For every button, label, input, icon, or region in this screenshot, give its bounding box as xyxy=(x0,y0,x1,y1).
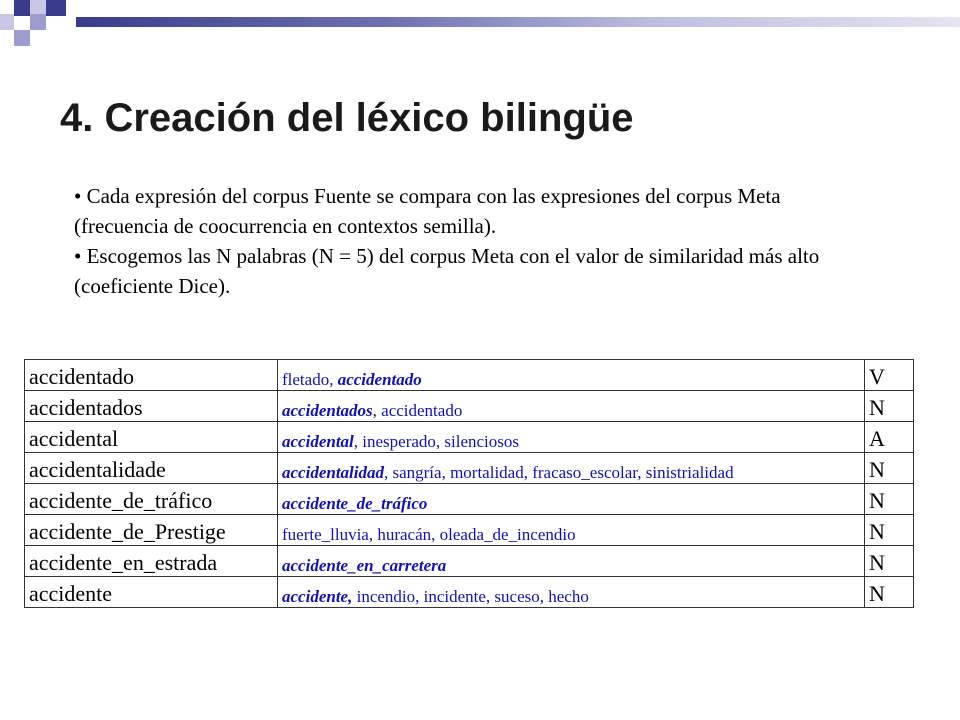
target-candidates-cell xyxy=(278,577,865,608)
table-row xyxy=(25,577,914,608)
table-row xyxy=(25,360,914,391)
best-match-term: accidente, xyxy=(282,587,353,606)
source-term-cell: accidentalidade xyxy=(25,453,278,484)
best-match-term: accidentado xyxy=(337,370,422,389)
category-cell: A xyxy=(865,422,914,453)
best-match-term: accidental xyxy=(282,432,354,451)
bilingual-lexicon-table xyxy=(24,359,914,608)
table-row xyxy=(25,546,914,577)
table-row xyxy=(25,422,914,453)
candidate-terms: fuerte_lluvia, huracán, oleada_de_incendio xyxy=(282,525,576,544)
category-cell: V xyxy=(865,360,914,391)
source-term-cell: accidentado xyxy=(25,360,278,391)
category-cell: N xyxy=(865,453,914,484)
bullet-item: • Escogemos las N palabras (N = 5) del corpus Meta con el valor de similaridad más alto (coeficiente Dice). xyxy=(74,244,820,298)
target-candidates-cell xyxy=(278,360,865,391)
candidate-terms: , sangría, mortalidad, fracaso_escolar, sinistrialidad xyxy=(383,463,734,482)
best-match-term: accidentalidad xyxy=(282,463,384,482)
candidate-terms: incendio, incidente, suceso, hecho xyxy=(352,587,589,606)
bullet-list xyxy=(74,181,864,301)
target-candidates-cell xyxy=(278,546,865,577)
slide-title: 4. Creación del léxico bilingüe xyxy=(60,96,634,140)
source-term-cell: accidente_en_estrada xyxy=(25,546,278,577)
table-row xyxy=(25,391,914,422)
target-candidates-cell xyxy=(278,391,865,422)
target-candidates-cell xyxy=(278,515,865,546)
decor-square xyxy=(14,0,30,16)
source-term-cell: accidente xyxy=(25,577,278,608)
category-cell: N xyxy=(865,515,914,546)
decor-square xyxy=(30,14,46,30)
candidate-terms: fletado, xyxy=(282,370,338,389)
candidate-terms: , accidentado xyxy=(372,401,463,420)
source-term-cell: accidental xyxy=(25,422,278,453)
source-term-cell: accidente_de_tráfico xyxy=(25,484,278,515)
table-row xyxy=(25,515,914,546)
category-cell: N xyxy=(865,577,914,608)
category-cell: N xyxy=(865,391,914,422)
source-term-cell: accidente_de_Prestige xyxy=(25,515,278,546)
category-cell: N xyxy=(865,484,914,515)
best-match-term: accidente_en_carretera xyxy=(282,556,447,575)
decor-square xyxy=(0,14,14,30)
category-cell: N xyxy=(865,546,914,577)
decor-square xyxy=(14,30,30,46)
best-match-term: accidente_de_tráfico xyxy=(282,494,428,513)
best-match-term: accidentados xyxy=(282,401,373,420)
source-term-cell: accidentados xyxy=(25,391,278,422)
bullet-item: • Cada expresión del corpus Fuente se compara con las expresiones del corpus Meta (frecuencia de coocurrencia en contextos semilla). xyxy=(74,184,781,238)
header-gradient-bar xyxy=(76,17,960,27)
table-row xyxy=(25,453,914,484)
decor-square xyxy=(46,0,66,16)
target-candidates-cell xyxy=(278,422,865,453)
target-candidates-cell xyxy=(278,453,865,484)
candidate-terms: , inesperado, silenciosos xyxy=(353,432,520,451)
table-row xyxy=(25,484,914,515)
target-candidates-cell xyxy=(278,484,865,515)
